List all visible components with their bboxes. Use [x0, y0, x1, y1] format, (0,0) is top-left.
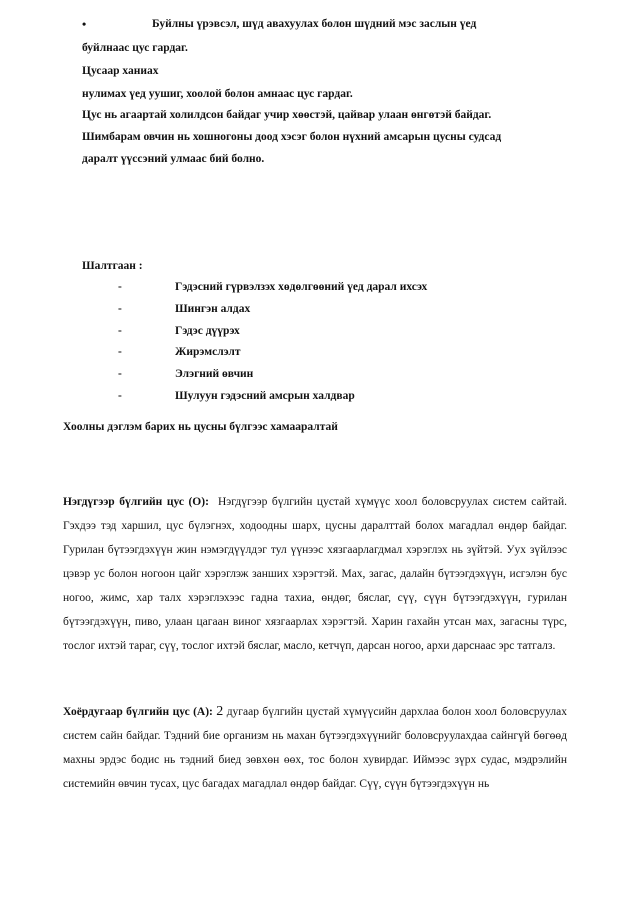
intro-line-1: Буйлны үрэвсэл, шүд авахуулах болон шүдний мэс заслын үед: [152, 18, 477, 30]
paragraph-text: гахайн утсан мах, загасны түрс, тослог ихтэй тараг, сүү, тослог ихтэй бяслаг,: [63, 616, 567, 652]
paragraph-group-2: [63, 700, 567, 796]
cause-item-label: Шулуун гэдэсний амсрын халдвар: [175, 390, 355, 402]
paragraph-text: биед зөвхөн өөх, тос болон хувирдаг. Иймээс зүрх судас, мэдрэлийн системийн: [63, 754, 568, 790]
cause-item-label: Гэдэс дүүрэх: [175, 325, 240, 337]
paragraph-text: Нэгдүгээр бүлгийн цустай хүмүүс хоол боловсруулах: [218, 496, 489, 508]
paragraph-text: хэрэглэж занших хэрэгтэй. Мах, загас, далайн бүтээгдэхүүн, исгэлэн бус ногоо,: [63, 568, 568, 604]
paragraph-text: хязгаарлагдмал хэрэглэх нь зүйтэй. Уух зүйлээс цэвэр ус болон ногоон цайг: [63, 544, 567, 580]
intro-line-4: нулимах үед уушиг, хоолой болон амнаас цус гардаг.: [82, 88, 353, 100]
dash-icon: -: [118, 303, 122, 315]
intro-line-7: даралт үүссэний улмаас бий болно.: [82, 153, 265, 165]
dash-icon: -: [118, 325, 122, 337]
cause-item-label: Шингэн алдах: [175, 303, 251, 315]
intro-line-2: буйлнаас цус гардаг.: [82, 42, 188, 54]
intro-line-5: Цус нь агаартай холилдсон байдаг учир хөөстэй, цайвар улаан өнгөтэй байдаг.: [82, 109, 492, 121]
paragraph-text: бүтээгдэхүүнийг боловсруулахдаа сайнгүй бөгөөд махны эрдэс бодис нь тэдний: [63, 730, 568, 766]
causes-heading: Шалтгаан :: [82, 260, 143, 272]
paragraph-lead: Хоёрдугаар бүлгийн цус (А):: [63, 706, 213, 718]
paragraph-number: 2: [216, 704, 224, 719]
dash-icon: -: [118, 346, 122, 358]
paragraph-group-1: [63, 490, 567, 658]
paragraph-text: систем сайтай. Гэхдээ тэд харшил, цус бүлэгнэх, ходоодны шарх, цусны даралттай: [63, 496, 568, 532]
paragraph-text: болох магадлал өндөр байдаг. Гурилан бүтээгдэхүүн жин нэмэгдүүлдэг тул үүнээс: [63, 520, 567, 556]
dash-icon: -: [118, 390, 122, 402]
bullet-icon: •: [82, 17, 87, 31]
paragraph-text: өвчин тусах, цус багадах магадлал өндөр байдаг. Сүү, сүүн бүтээгдэхүүн нь: [118, 778, 490, 790]
paragraph-lead: Нэгдүгээр бүлгийн цус (О):: [63, 496, 209, 508]
paragraph-text: хоол боловсруулах систем сайн байдаг. Тэдний бие организм нь махан: [63, 706, 568, 742]
paragraph-text: масло, кетчүп, дарсан ногоо, архи дарснаас эрс татгалз.: [283, 640, 556, 652]
section-title: Хоолны дэглэм барих нь цусны бүлгээс хамааралтай: [63, 421, 338, 433]
intro-line-3: Цусаар ханиах: [82, 65, 159, 77]
intro-line-6: Шимбарам овчин нь хошногоны доод хэсэг болон нүхний амсарын цусны судсад: [82, 131, 502, 143]
paragraph-text: жимс, хар талх хэрэглэхээс гадна тахиа, өндөг, бяслаг, сүү, сүүн бүтээгдэхүүн,: [100, 592, 521, 604]
cause-item-label: Гэдэсний гүрвэлзэх хөдөлгөөний үед дарал ихсэх: [175, 281, 428, 293]
paragraph-text: дугаар бүлгийн цустай хүмүүсийн дархлаа болон: [226, 706, 472, 718]
paragraph-text: гурилан бүтээгдэхүүн, пиво, улаан цагаан виног хязгаарлах хэрэгтэй. Харин: [63, 592, 568, 628]
cause-item-label: Жирэмслэлт: [175, 346, 241, 358]
cause-item-label: Элэгний өвчин: [175, 368, 254, 380]
dash-icon: -: [118, 281, 122, 293]
dash-icon: -: [118, 368, 122, 380]
